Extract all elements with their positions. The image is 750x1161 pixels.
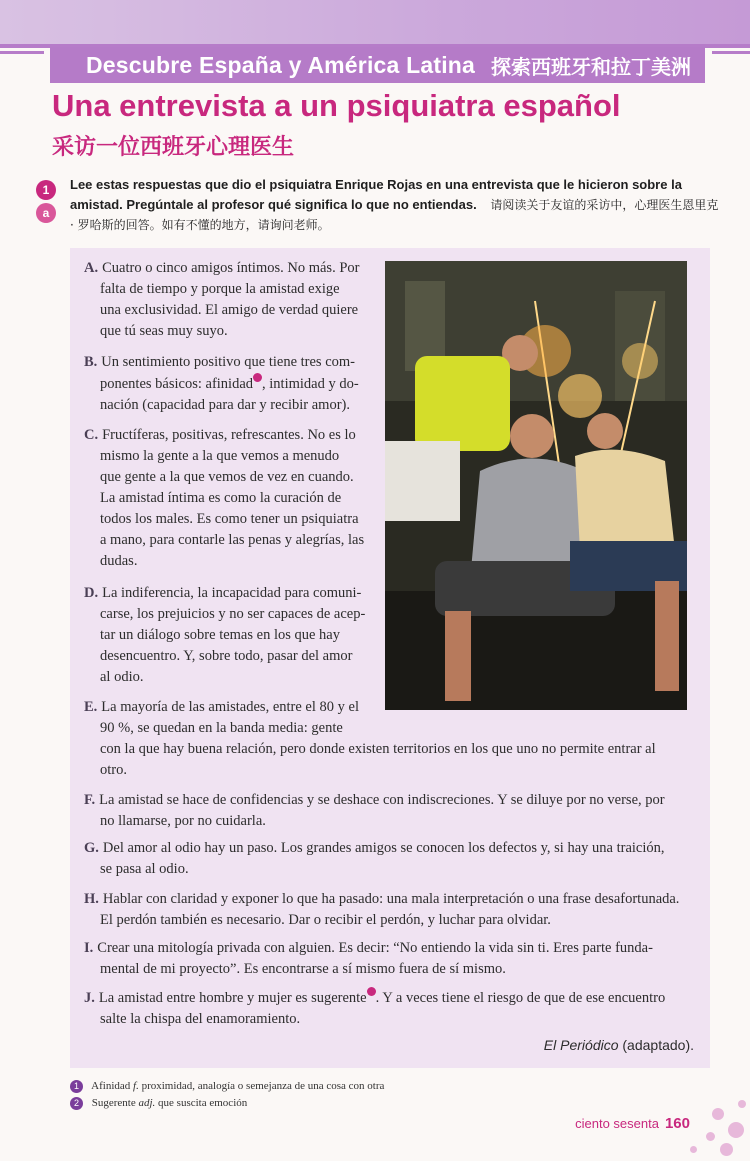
friends-photo-illustration — [385, 261, 687, 710]
source-note: (adaptado). — [618, 1037, 694, 1053]
exercise-number-badge: 1 — [36, 180, 56, 200]
section-title-es: Descubre España y América Latina — [86, 51, 476, 78]
answer-c: C. Fructíferas, positivas, refrescantes. No es lo mismo la gente a la que vemos a menudo que gente a la que vemos de vez en cuando. La amistad íntima es como la curación de todos los males. Es como tener un psiquiatra a mano, para contarle las penas y alegrías, las dudas. — [84, 427, 365, 569]
friends-photo — [385, 261, 687, 710]
source-name: El Periódico — [543, 1037, 619, 1053]
right-stripe — [712, 51, 750, 54]
answer-h: H. Hablar con claridad y exponer lo que ha pasado: una mala interpretación o una frase desafortunada. El perdón también es necesario. Dar o recibir el perdón, y luchar para olvidar. — [84, 891, 680, 928]
exercise-sub-badge: a — [36, 203, 56, 223]
answer-j: J. La amistad entre hombre y mujer es sugerente . Y a veces tiene el riesgo de que de ese encuentro salte la chispa del enamoramiento. — [84, 987, 665, 1030]
section-banner — [50, 47, 705, 83]
answer-b: B. Un sentimiento positivo que tiene tres com- ponentes básicos: afinidad , intimidad y do- nación (capacidad para dar y recibir amor). — [84, 354, 359, 413]
answer-f: F. La amistad se hace de confidencias y se deshace con indiscreciones. Y se diluye por no verse, por no llamarse, por no cuidarla. — [84, 792, 665, 829]
source-credit — [544, 1037, 694, 1053]
footnote-2: 2 Sugerente adj. que suscita emoción — [70, 1097, 247, 1110]
page-title: Una entrevista a un psiquiatra español — [52, 88, 621, 123]
instruction-es: Lee estas respuestas que dio el psiquiatra Enrique Rojas en una entrevista que le hicieron sobre la amistad. Pregúntale al profesor qué significa lo que no entiendas. — [70, 177, 682, 212]
section-title-zh: 探索西班牙和拉丁美洲 — [491, 54, 692, 79]
answer-d: D. La indiferencia, la incapacidad para comuni- carse, los prejuicios y no ser capaces de acep- tar un diálogo sobre temas en los que hay desencuentro. Y, sobre todo, pasar del amor al odio. — [84, 585, 366, 685]
page-subtitle: 采访一位西班牙心理医生 — [52, 135, 295, 160]
top-color-band — [0, 0, 750, 44]
footnote-1: 1 Afinidad f. proximidad, analogía o semejanza de una cosa con otra — [70, 1080, 384, 1093]
page-number: ciento sesenta 160 — [575, 1115, 690, 1132]
instruction-zh: 请阅读关于友谊的采访中，心理医生恩里克 · 罗哈斯的回答。如有不懂的地方，请询问老师。 — [70, 198, 719, 232]
answer-e: E. La mayoría de las amistades, entre el 80 y el 90 %, se quedan en la banda media: gente con la que hay buena relación, pero donde existen territorios en los que uno no permite entrar al otro. — [84, 699, 656, 778]
left-stripe — [0, 51, 44, 54]
answer-g: G. Del amor al odio hay un paso. Los grandes amigos se conocen los defectos y, si hay una traición, se pasa al odio. — [84, 840, 665, 877]
answer-i: I. Crear una mitología privada con alguien. Es decir: “No entiendo la vida sin ti. Eres parte funda- mental de mi proyecto”. Es encontrarse a sí mismo fuera de sí mismo. — [84, 940, 653, 977]
footnote-marker-1 — [253, 373, 262, 382]
footnote-marker-2 — [367, 987, 376, 996]
answer-a: A. Cuatro o cinco amigos íntimos. No más. Por falta de tiempo y porque la amistad exige una exclusividad. El amigo de verdad quiere que tú seas muy suyo. — [84, 260, 360, 339]
exercise-instructions — [70, 175, 720, 235]
